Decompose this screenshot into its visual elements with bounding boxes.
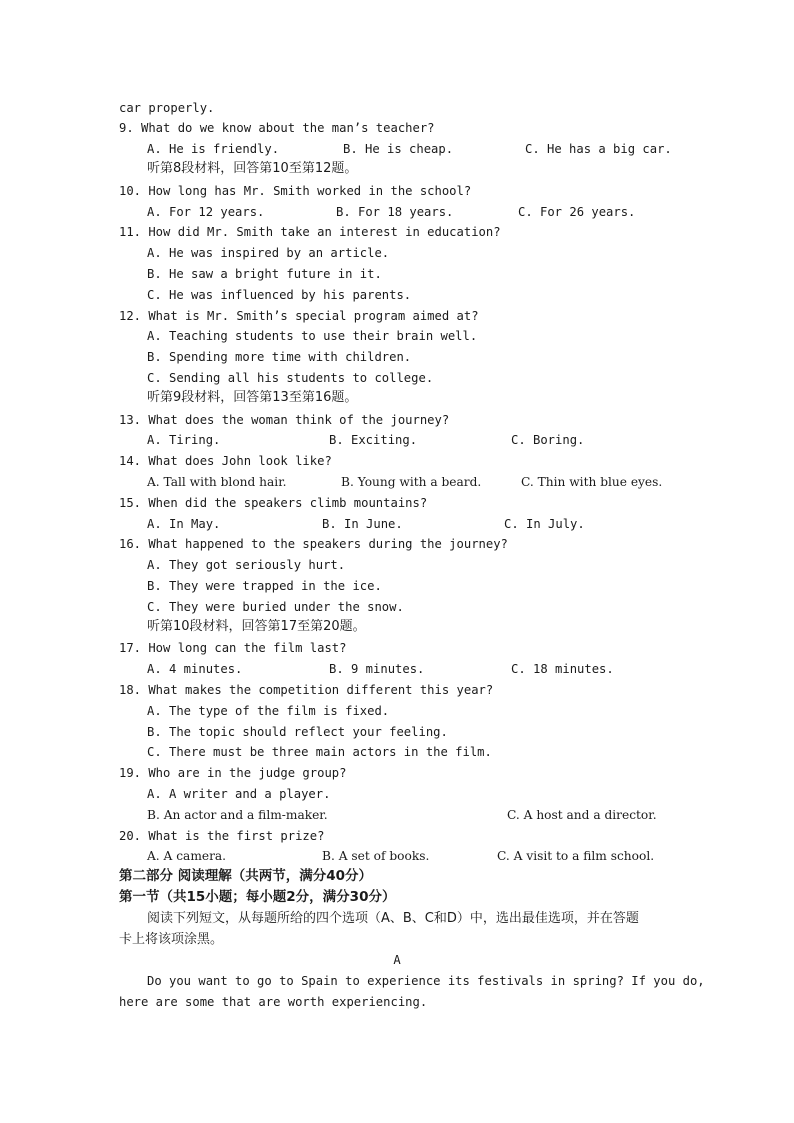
option-b: B. An actor and a film-maker. — [147, 808, 328, 822]
option-c: C. There must be three main actors in the film. — [147, 745, 492, 759]
part-heading: 第二部分 阅读理解（共两节，满分40分） — [119, 868, 372, 884]
continued-line: car properly. — [119, 101, 215, 115]
question-10: 10. How long has Mr. Smith worked in the school? — [119, 184, 472, 198]
instructions: 阅读下列短文，从每题所给的四个选项（A、B、C和D）中，选出最佳选项，并在答题 — [147, 911, 639, 926]
option-b: B. Young with a beard. — [341, 475, 482, 489]
option-c: C. He has a big car. — [525, 142, 672, 156]
option-b: B. A set of books. — [322, 849, 430, 863]
question-18: 18. What makes the competition different this year? — [119, 683, 494, 697]
option-a: A. For 12 years. — [147, 205, 265, 219]
option-a: A. A writer and a player. — [147, 787, 331, 801]
option-b: B. In June. — [322, 517, 403, 531]
section-heading: 第一节（共15小题；每小题2分，满分30分） — [119, 889, 396, 905]
option-b: B. 9 minutes. — [329, 662, 425, 676]
section-instruction: 听第10段材料，回答第17至第20题。 — [147, 619, 366, 634]
question-9: 9. What do we know about the man’s teacher? — [119, 121, 435, 135]
option-c: C. Thin with blue eyes. — [521, 475, 663, 489]
section-instruction: 听第8段材料，回答第10至第12题。 — [147, 161, 358, 176]
option-b: B. Spending more time with children. — [147, 350, 412, 364]
passage-title: A — [393, 953, 401, 967]
option-a: A. 4 minutes. — [147, 662, 243, 676]
option-c: C. He was influenced by his parents. — [147, 288, 412, 302]
option-b: B. The topic should reflect your feeling. — [147, 725, 448, 739]
option-c: C. Boring. — [511, 433, 585, 447]
question-11: 11. How did Mr. Smith take an interest in education? — [119, 225, 501, 239]
option-a: A. They got seriously hurt. — [147, 558, 346, 572]
question-14: 14. What does John look like? — [119, 454, 332, 468]
option-b: B. They were trapped in the ice. — [147, 579, 382, 593]
question-16: 16. What happened to the speakers during the journey? — [119, 537, 508, 551]
option-a: A. He is friendly. — [147, 142, 280, 156]
option-c: C. A visit to a film school. — [497, 849, 655, 863]
instructions: 卡上将该项涂黑。 — [119, 932, 224, 947]
option-b: B. Exciting. — [329, 433, 418, 447]
question-17: 17. How long can the film last? — [119, 641, 347, 655]
option-c: C. For 26 years. — [518, 205, 636, 219]
option-b: B. He is cheap. — [343, 142, 454, 156]
question-13: 13. What does the woman think of the journey? — [119, 413, 450, 427]
option-c: C. They were buried under the snow. — [147, 600, 404, 614]
option-a: A. Tall with blond hair. — [147, 475, 287, 489]
option-a: A. Tiring. — [147, 433, 221, 447]
option-a: A. The type of the film is fixed. — [147, 704, 390, 718]
option-c: C. In July. — [504, 517, 585, 531]
option-b: B. He saw a bright future in it. — [147, 267, 382, 281]
option-c: C. 18 minutes. — [511, 662, 614, 676]
passage-text: here are some that are worth experiencing. — [119, 995, 428, 1009]
option-a: A. In May. — [147, 517, 221, 531]
option-b: B. For 18 years. — [336, 205, 454, 219]
section-instruction: 听第9段材料，回答第13至第16题。 — [147, 390, 358, 405]
option-a: A. Teaching students to use their brain well. — [147, 329, 478, 343]
question-19: 19. Who are in the judge group? — [119, 766, 347, 780]
option-a: A. A camera. — [147, 849, 227, 863]
option-c: C. Sending all his students to college. — [147, 371, 434, 385]
passage-text: Do you want to go to Spain to experience its festivals in spring? If you do, — [147, 974, 705, 988]
option-c: C. A host and a director. — [507, 808, 657, 822]
question-12: 12. What is Mr. Smith’s special program aimed at? — [119, 309, 479, 323]
option-a: A. He was inspired by an article. — [147, 246, 390, 260]
question-15: 15. When did the speakers climb mountains? — [119, 496, 428, 510]
question-20: 20. What is the first prize? — [119, 829, 325, 843]
